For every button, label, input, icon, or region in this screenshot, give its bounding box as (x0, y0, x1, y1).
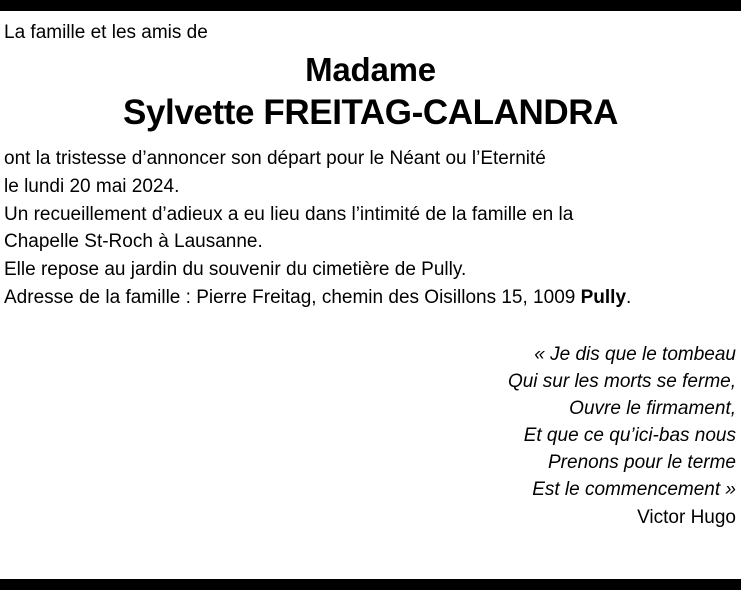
intro-line: La famille et les amis de (4, 22, 208, 43)
quote-line: Prenons pour le terme (548, 452, 736, 474)
quote-line: Ouvre le firmament, (569, 398, 736, 420)
quote-line: Est le commencement » (532, 479, 736, 501)
announcement-line: Un recueillement d’adieux a eu lieu dans l’intimité de la famille en la (4, 203, 574, 225)
top-rule-divider (0, 0, 741, 11)
announcement-line: Chapelle St-Roch à Lausanne. (4, 231, 263, 253)
family-address-prefix: Adresse de la famille : Pierre Freitag, chemin des Oisillons 15, 1009 (4, 286, 581, 308)
deceased-title: Madame (305, 51, 436, 89)
announcement-line: ont la tristesse d’annoncer son départ pour le Néant ou l’Eternité (4, 148, 546, 170)
quote-author: Victor Hugo (637, 506, 736, 528)
family-address-city: Pully (580, 286, 627, 308)
announcement-line: Elle repose au jardin du souvenir du cimetière de Pully. (4, 258, 467, 280)
bottom-rule-divider (0, 579, 741, 590)
quote-block (2, 341, 739, 503)
quote-line: « Je dis que le tombeau (534, 344, 736, 366)
quote-line: Qui sur les morts se ferme, (507, 371, 736, 393)
announcement-line: le lundi 20 mai 2024. (4, 175, 180, 197)
quote-line: Et que ce qu’ici-bas nous (523, 425, 736, 447)
notice-body (0, 11, 741, 579)
deceased-name-block (2, 51, 739, 133)
family-address-suffix: . (626, 286, 632, 308)
family-address-line (4, 284, 739, 312)
deceased-full-name: Sylvette FREITAG-CALANDRA (123, 93, 618, 133)
announcement-paragraphs (2, 145, 739, 311)
